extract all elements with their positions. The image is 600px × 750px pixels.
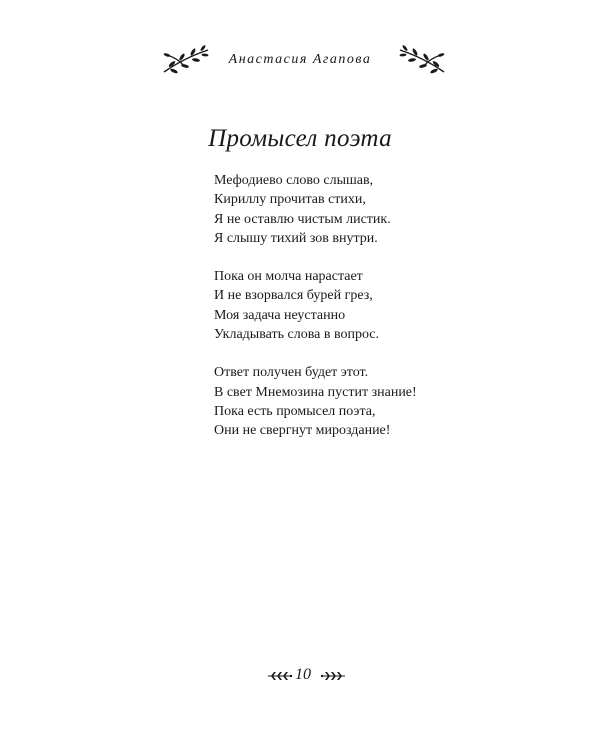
page-header (0, 44, 600, 80)
page-footer (0, 664, 600, 688)
poem-line: Я не оставлю чистым листик. (214, 211, 391, 227)
poem-line: Моя задача неустанно (214, 307, 346, 323)
page-number: 10 (295, 666, 311, 683)
sprig-icon (267, 671, 293, 681)
poem-line: И не взорвался бурей грез, (214, 288, 373, 304)
stanza-3 (214, 363, 514, 440)
stanza-1 (214, 171, 514, 248)
poem-line: Я слышу тихий зов внутри. (214, 230, 378, 246)
poem-line: Ответ получен будет этот. (214, 365, 369, 381)
poem-line: Пока он молча нарастает (214, 269, 363, 285)
poem-line: Укладывать слова в вопрос. (214, 327, 380, 343)
poem-line: Они не свергнут мироздание! (214, 423, 391, 439)
poem-line: В свет Мнемозина пустит знание! (214, 384, 417, 400)
poem-body (214, 171, 514, 460)
poem-line: Мефодиево слово слышав, (214, 173, 374, 188)
poem-line: Пока есть промысел поэта, (214, 403, 376, 419)
poem-title: Промысел поэта (208, 125, 392, 152)
laurel-branch-icon (398, 44, 446, 78)
sprig-icon (320, 671, 346, 681)
stanza-2 (214, 267, 514, 344)
laurel-branch-icon (162, 44, 210, 78)
author-name: Анастасия Агапова (228, 52, 372, 67)
poem-line: Кириллу прочитав стихи, (214, 192, 366, 208)
